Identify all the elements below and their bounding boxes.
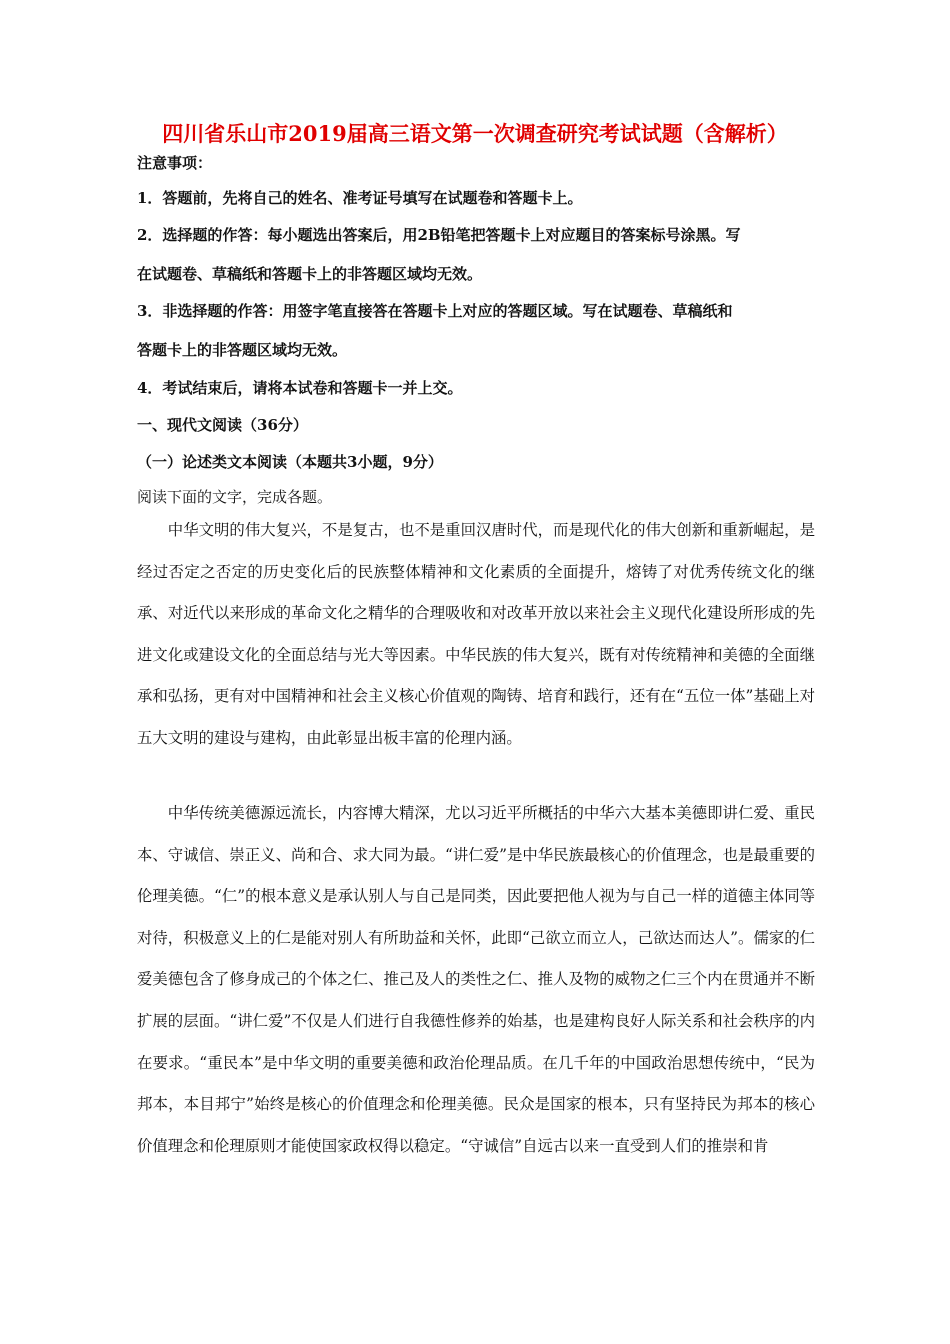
notice-item: 2．选择题的作答：每小题选出答案后，用2B铅笔把答题卡上对应题目的答案标号涂黑。写: [137, 226, 741, 244]
body-paragraph: 中华文明的伟大复兴，不是复古，也不是重回汉唐时代，而是现代化的伟大创新和重新崛起，是经过否定之否定的历史变化后的民族整体精神和文化素质的全面提升，熔铸了对优秀传统文化的继承、对近代以来形成的革命文化之精华的合理吸收和对改革开放以来社会主义现代化建设所形成的先进文化或建设文化的全面总结与光大等因素。中华民族的伟大复兴，既有对传统精神和美德的全面继承和弘扬，更有对中国精神和社会主义核心价值观的陶铸、培育和践行，还有在“五位一体”基础上对五大文明的建设与建构，由此彰显出板丰富的伦理内涵。: [137, 521, 815, 747]
notice-item: 4．考试结束后，请将本试卷和答题卡一并上交。: [137, 379, 463, 397]
notice-item: 在试题卷、草稿纸和答题卡上的非答题区域均无效。: [137, 265, 483, 283]
body-paragraph: 中华传统美德源远流长，内容博大精深，尤以习近平所概括的中华六大基本美德即讲仁爱、重民本、守诚信、崇正义、尚和合、求大同为最。“讲仁爱”是中华民族最核心的价值理念，也是最重要的伦理美德。“仁”的根本意义是承认别人与自己是同类，因此要把他人视为与自己一样的道德主体同等对待，积极意义上的仁是能对别人有所助益和关怀，此即“己欲立而立人，己欲达而达人”。儒家的仁爱美德包含了修身成己的个体之仁、推己及人的类性之仁、推人及物的威物之仁三个内在贯通并不断扩展的层面。“讲仁爱”不仅是人们进行自我德性修养的始基，也是建构良好人际关系和社会秩序的内在要求。“重民本”是中华文明的重要美德和政治伦理品质。在几千年的中国政治思想传统中，“民为邦本，本目邦宁”始终是核心的价值理念和伦理美德。民众是国家的根本，只有坚持民为邦本的核心价值理念和伦理原则才能使国家政权得以稳定。“守诚信”自远古以来一直受到人们的推崇和肯: [137, 804, 815, 1155]
reading-instruction: 阅读下面的文字，完成各题。: [137, 488, 333, 506]
notice-item: 1．答题前，先将自己的姓名、准考证号填写在试题卷和答题卡上。: [137, 189, 583, 207]
subsection-heading: （一）论述类文本阅读（本题共3小题，9分）: [137, 453, 443, 471]
section-heading: 一、现代文阅读（36分）: [137, 416, 308, 434]
notice-heading: 注意事项：: [137, 154, 213, 172]
notice-item: 答题卡上的非答题区域均无效。: [137, 341, 348, 359]
notice-item: 3．非选择题的作答：用签字笔直接答在答题卡上对应的答题区域。写在试题卷、草稿纸和: [137, 302, 733, 320]
document-title: 四川省乐山市2019届高三语文第一次调查研究考试试题（含解析）: [162, 121, 788, 146]
